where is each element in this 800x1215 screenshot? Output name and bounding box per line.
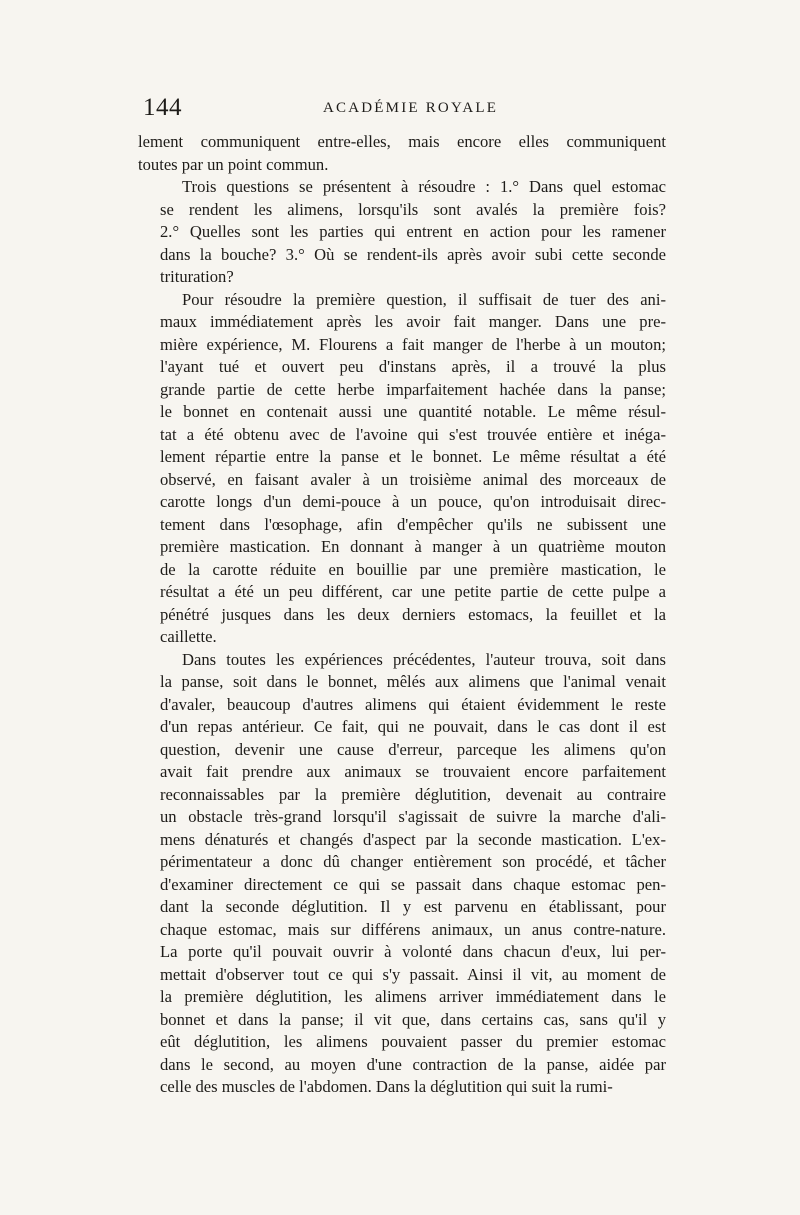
text-line: celle des muscles de l'abdomen. Dans la déglutition qui suit la rumi- bbox=[160, 1077, 613, 1096]
text-line: trituration? bbox=[160, 267, 234, 286]
text-line: caillette. bbox=[160, 627, 217, 646]
paragraph bbox=[138, 289, 666, 649]
text-line: grande partie de cette herbe imparfaitement hachée dans la panse; bbox=[160, 379, 666, 399]
running-title: ACADÉMIE ROYALE bbox=[323, 100, 499, 116]
text-line: d'examiner directement ce qui se passait dans chaque estomac pen- bbox=[160, 874, 666, 894]
text-line: lement communiquent entre-elles, mais encore elles communiquent bbox=[138, 132, 666, 151]
text-line: la panse, soit dans le bonnet, mêlés aux alimens que l'animal venait bbox=[160, 672, 666, 691]
text-line: Pour résoudre la première question, il suffisait de tuer des ani- bbox=[182, 289, 666, 309]
text-line: l'ayant tué et ouvert peu d'instans après, il a trouvé la plus bbox=[160, 357, 666, 376]
text-line: tement dans l'œsophage, afin d'empêcher qu'ils ne subissent une bbox=[160, 514, 666, 534]
text-line: lement répartie entre la panse et le bonnet. Le même résultat a été bbox=[160, 447, 666, 466]
text-line: résultat a été un peu différent, car une petite partie de cette pulpe a bbox=[160, 582, 666, 601]
text-line: dans le second, au moyen d'une contraction de la panse, aidée par bbox=[160, 1054, 666, 1074]
paragraph bbox=[138, 131, 666, 176]
text-line: La porte qu'il pouvait ouvrir à volonté dans chacun d'eux, lui per- bbox=[160, 942, 666, 961]
text-line: reconnaissables par la première déglutition, devenait au contraire bbox=[160, 784, 666, 804]
text-line: mettait d'observer tout ce qui s'y passait. Ainsi il vit, au moment de bbox=[160, 964, 666, 984]
page-number: 144 bbox=[143, 94, 182, 121]
text-line: tat a été obtenu avec de l'avoine qui s'est trouvée entière et inéga- bbox=[160, 424, 666, 444]
text-line: eût déglutition, les alimens pouvaient passer du premier estomac bbox=[160, 1032, 666, 1051]
text-line: périmentateur a donc dû changer entièrement son procédé, et tâcher bbox=[160, 852, 666, 871]
text-line: dant la seconde déglutition. Il y est parvenu en établissant, pour bbox=[160, 897, 666, 916]
text-line: 2.° Quelles sont les parties qui entrent en action pour les ramener bbox=[160, 222, 666, 241]
text-line: chaque estomac, mais sur différens animaux, un anus contre-nature. bbox=[160, 919, 666, 939]
text-line: dans la bouche? 3.° Où se rendent-ils après avoir subi cette seconde bbox=[160, 244, 666, 264]
paragraph bbox=[138, 176, 666, 289]
text-line: bonnet et dans la panse; il vit que, dans certains cas, sans qu'il y bbox=[160, 1009, 666, 1029]
text-line: la première déglutition, les alimens arriver immédiatement dans le bbox=[160, 987, 666, 1006]
text-line: carotte longs d'un demi-pouce à un pouce, qu'on introduisait direc- bbox=[160, 492, 666, 511]
text-line: toutes par un point commun. bbox=[138, 154, 329, 174]
text-line: mens dénaturés et changés d'aspect par la seconde mastication. L'ex- bbox=[160, 829, 666, 849]
text-line: un obstacle très-grand lorsqu'il s'agissait de suivre la marche d'ali- bbox=[160, 807, 666, 826]
text-line: Dans toutes les expériences précédentes, l'auteur trouva, soit dans bbox=[182, 649, 666, 669]
text-line: d'un repas antérieur. Ce fait, qui ne pouvait, dans le cas dont il est bbox=[160, 717, 666, 736]
text-line: question, devenir une cause d'erreur, parceque les alimens qu'on bbox=[160, 739, 666, 759]
text-line: pénétré jusques dans les deux derniers estomacs, la feuillet et la bbox=[160, 604, 666, 624]
body-text bbox=[138, 131, 666, 1099]
running-head bbox=[143, 94, 671, 128]
text-line: maux immédiatement après les avoir fait manger. Dans une pre- bbox=[160, 312, 666, 331]
paragraph bbox=[138, 649, 666, 1099]
text-line: avait fait prendre aux animaux se trouvaient encore parfaitement bbox=[160, 762, 666, 781]
text-line: observé, en faisant avaler à un troisième animal des morceaux de bbox=[160, 469, 666, 489]
text-line: le bonnet en contenait aussi une quantité notable. Le même résul- bbox=[160, 402, 666, 421]
text-line: première mastication. En donnant à manger à un quatrième mouton bbox=[160, 537, 666, 556]
text-line: mière expérience, M. Flourens a fait manger de l'herbe à un mouton; bbox=[160, 334, 666, 354]
text-line: Trois questions se présentent à résoudre : 1.° Dans quel estomac bbox=[182, 177, 666, 196]
text-line: d'avaler, beaucoup d'autres alimens qui étaient évidemment le reste bbox=[160, 694, 666, 714]
text-line: se rendent les alimens, lorsqu'ils sont avalés la première fois? bbox=[160, 199, 666, 219]
text-line: de la carotte réduite en bouillie par une première mastication, le bbox=[160, 559, 666, 579]
